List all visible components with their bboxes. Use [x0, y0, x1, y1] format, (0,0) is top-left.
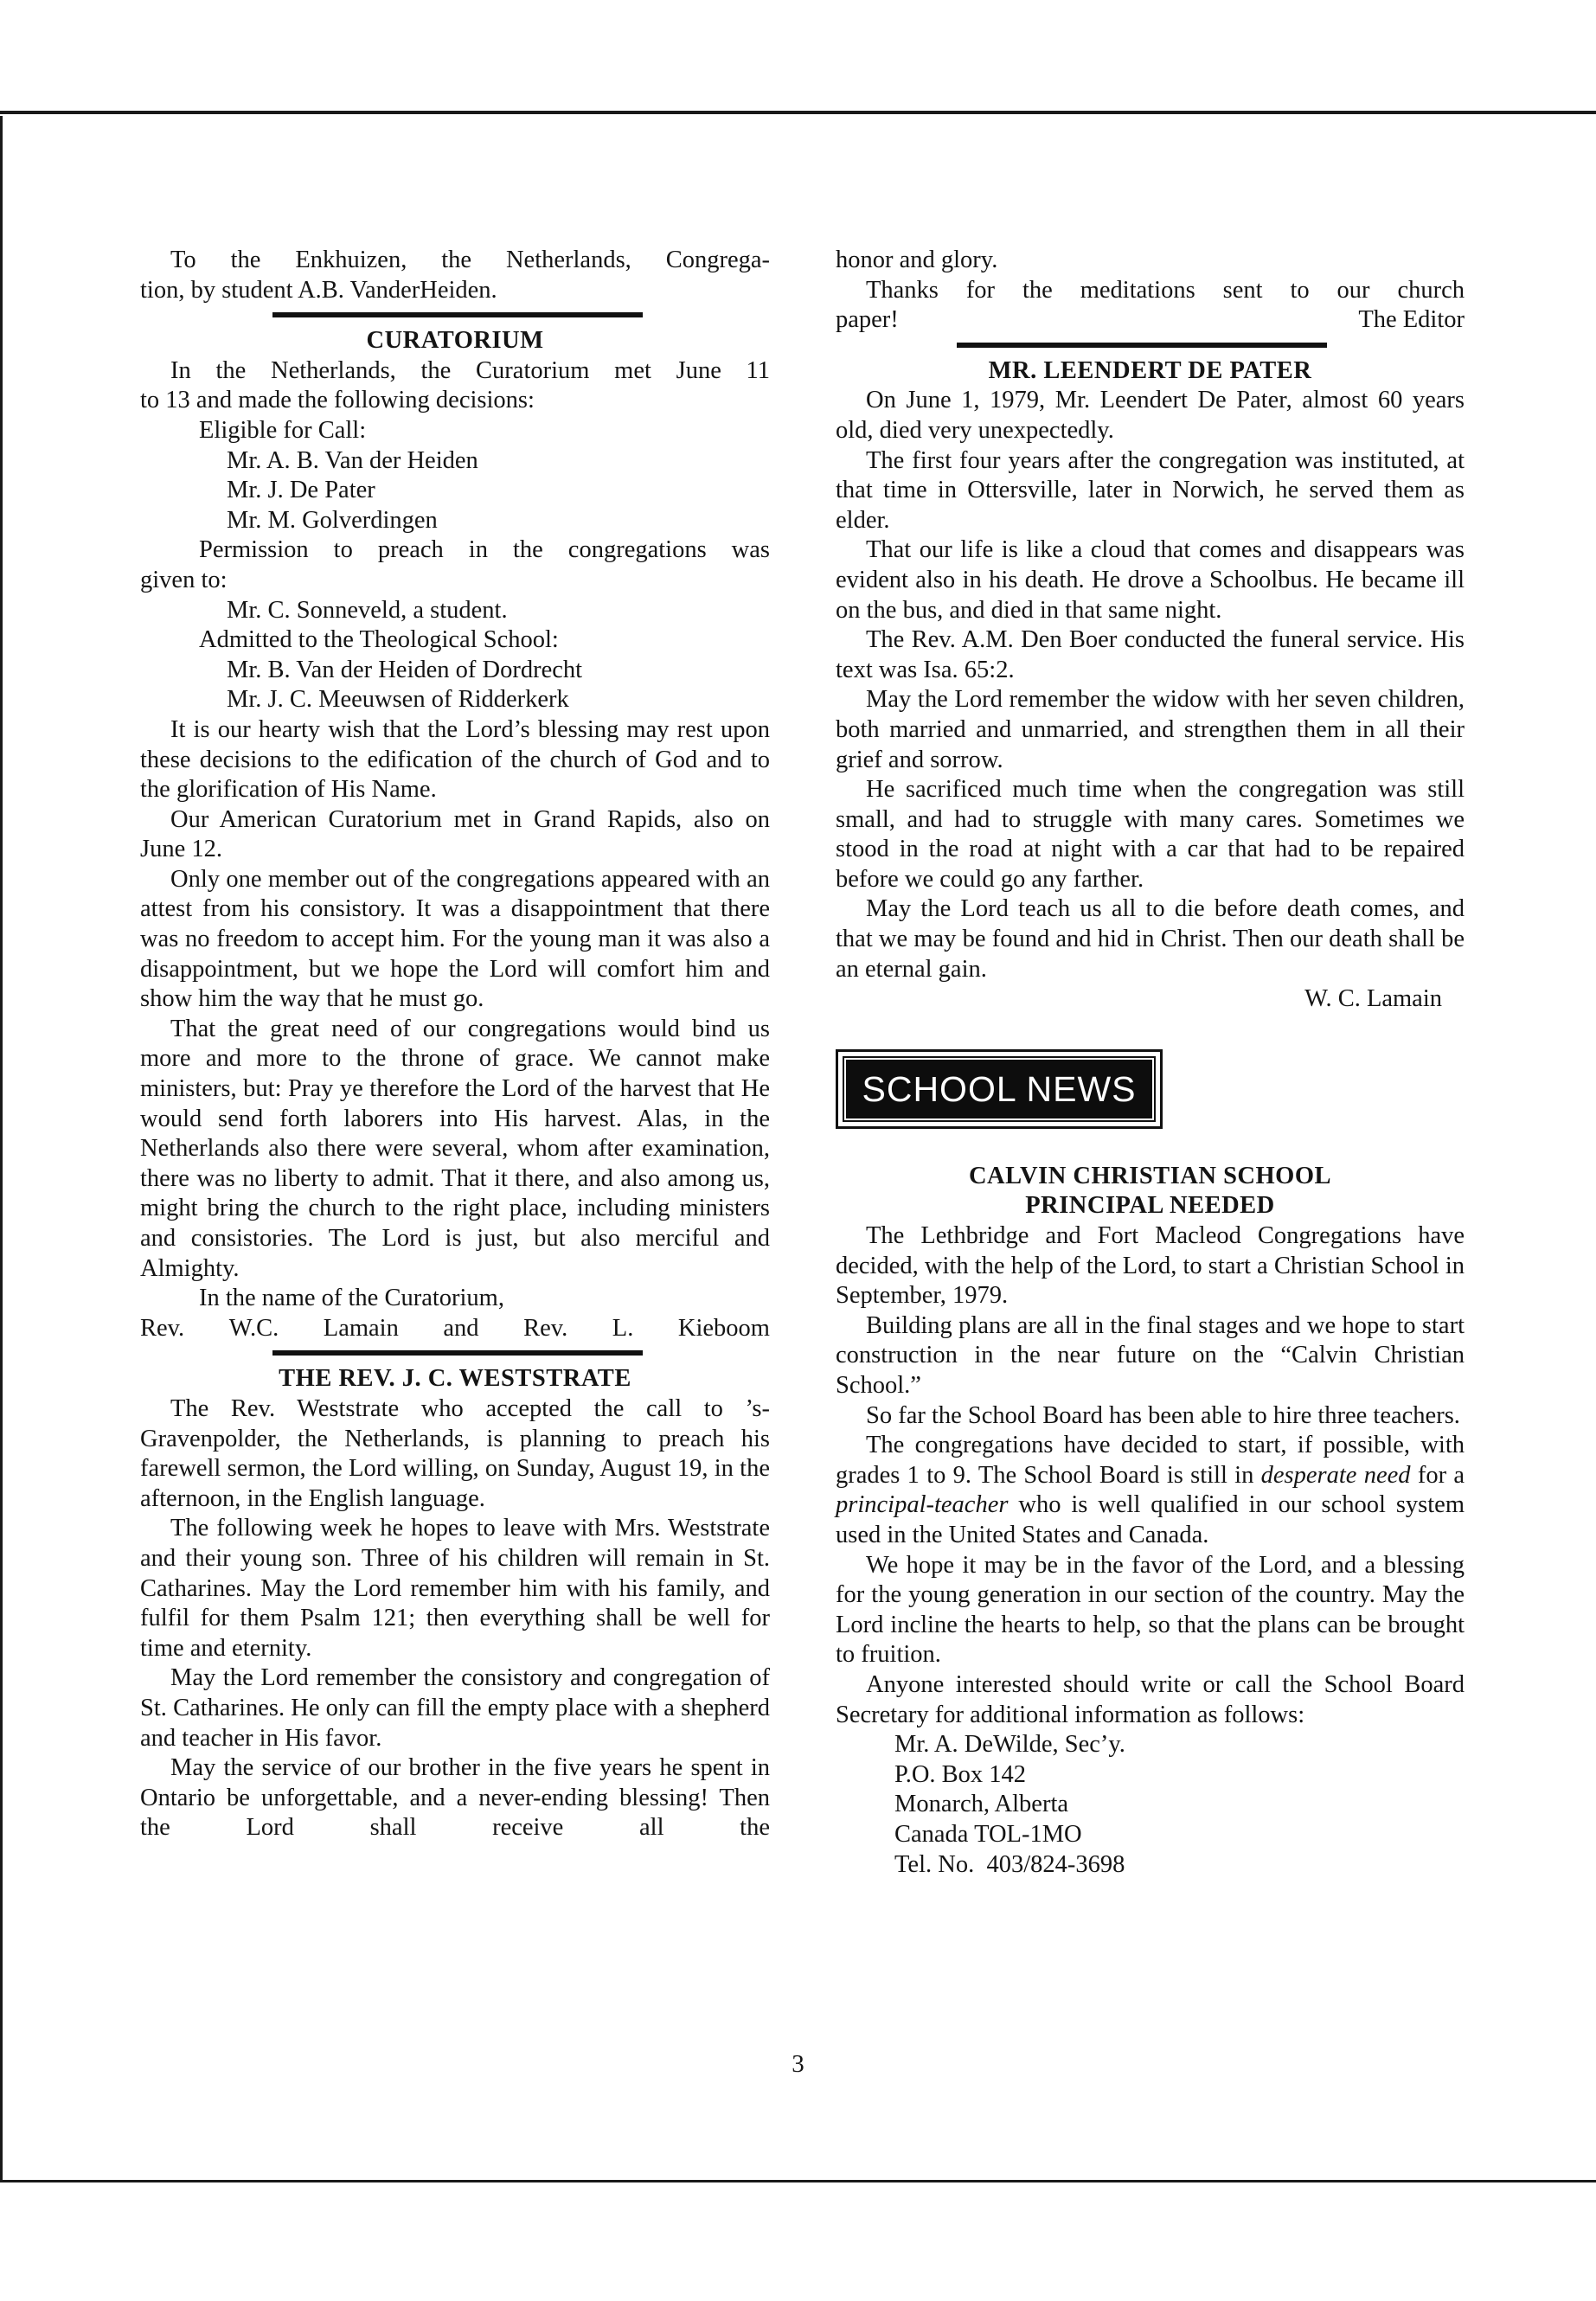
paragraph: May the Lord teach us all to die before death comes, and that we may be found and hid in Christ. Then our death shall be an eternal gain. — [836, 895, 1465, 983]
emphasis-text: principal-teacher — [836, 1491, 1009, 1519]
paragraph: Only one member out of the congregations appeared with an attest from his consistory. It was a disappointment that there was no freedom to accept him. For the young man it was also a disappointment, but we hope the Lord will comfort him and show him the way that he must go. — [140, 865, 770, 1013]
right-column — [836, 246, 1465, 1880]
left-column — [140, 246, 770, 1843]
curatorium-closing: In the name of the Curatorium, — [199, 1285, 504, 1312]
paragraph: Our American Curatorium met in Grand Rapids, also on June 12. — [140, 805, 770, 863]
curatorium-line: Mr. A. B. Van der Heiden — [227, 446, 478, 474]
paragraph: May the Lord remember the consistory and congregation of St. Catharines. He only can fill the empty place with a shepherd and teacher in His favor. — [140, 1664, 770, 1752]
paragraph: The first four years after the congregation was instituted, at that time in Ottersville, later in Norwich, he served them as elder. — [836, 446, 1465, 534]
editor-line — [836, 305, 1465, 336]
signature-word: and — [443, 1314, 479, 1342]
editor-signature: The Editor — [1358, 306, 1465, 334]
continuation-line: honor and glory. — [836, 247, 998, 273]
paragraph: The Rev. Weststrate who accepted the call to ’s-Gravenpolder, the Netherlands, is planning to preach his farewell sermon, the Lord willing, on Sunday, August 19, in the afternoon, in the English language. — [140, 1394, 770, 1512]
curatorium-line: Eligible for Call: — [199, 416, 367, 444]
paragraph: The Lethbridge and Fort Macleod Congregations have decided, with the help of the Lord, to start a Christian School in September, 1979. — [836, 1222, 1465, 1310]
emphasis-text: desperate need — [1260, 1461, 1411, 1489]
section-divider — [272, 1350, 643, 1356]
paragraph: The Rev. A.M. Den Boer conducted the funeral service. His text was Isa. 65:2. — [836, 626, 1465, 683]
curatorium-line: Mr. C. Sonneveld, a student. — [227, 596, 508, 624]
text-run: who is well qualified in our school system used in the United States and Canada. — [836, 1491, 1465, 1548]
curatorium-line: to 13 and made the following decisions: — [140, 387, 535, 414]
signature-word: Lamain — [323, 1314, 399, 1342]
signature-word: Rev. — [523, 1314, 568, 1342]
address-line: Mr. A. DeWilde, Sec’y. — [894, 1731, 1125, 1759]
curatorium-signature — [140, 1314, 770, 1344]
de-pater-heading: MR. LEENDERT DE PATER — [988, 356, 1312, 384]
curatorium-line: Mr. M. Golverdingen — [227, 506, 438, 534]
signature-word: Rev. — [140, 1314, 185, 1342]
curatorium-line: Mr. B. Van der Heiden of Dordrecht — [227, 656, 583, 683]
paragraph: On June 1, 1979, Mr. Leendert De Pater, almost 60 years old, died very unexpectedly. — [836, 387, 1465, 444]
top-border-rule — [0, 111, 1596, 114]
paragraph: Anyone interested should write or call the School Board Secretary for additional information as follows: — [836, 1670, 1465, 1728]
thanks-end: paper! — [836, 306, 899, 334]
text-run: The congregations have decided to start, if possible, with grades 1 to 9. The School Board is still in — [836, 1432, 1465, 1489]
curatorium-line: Mr. J. De Pater — [227, 477, 375, 504]
school-heading-line-2: PRINCIPAL NEEDED — [1025, 1192, 1275, 1220]
paragraph: So far the School Board has been able to hire three teachers. — [866, 1401, 1460, 1429]
address-line: P.O. Box 142 — [894, 1760, 1027, 1788]
address-line: Tel. No. 403/824-3698 — [894, 1850, 1125, 1878]
paragraph — [836, 1431, 1465, 1550]
school-news-banner — [836, 1049, 1163, 1129]
paragraph: We hope it may be in the favor of the Lord, and a blessing for the young generation in our section of the country. May the Lord incline the hearts to help, so that the plans can be brought to fruition. — [836, 1551, 1465, 1669]
thanks-line: Thanks for the meditations sent to our church — [866, 276, 1465, 304]
paragraph: The following week he hopes to leave with Mrs. Weststrate and their young son. Three of his children will remain in St. Catharines. May the Lord remember him with his family, and fulfil for them Psalm 121; then everything shall be well for time and eternity. — [140, 1515, 770, 1662]
signature-word: L. — [612, 1314, 634, 1342]
paragraph: That our life is like a cloud that comes and disappears was evident also in his death. He drove a Schoolbus. He became ill on the bus, and died in that same night. — [836, 536, 1465, 624]
curatorium-heading: CURATORIUM — [366, 327, 544, 355]
intro-line-2: tion, by student A.B. VanderHeiden. — [140, 276, 497, 304]
section-divider — [272, 312, 643, 317]
school-news-banner-wrap — [836, 1049, 1465, 1129]
paragraph: May the Lord remember the widow with her seven children, both married and unmarried, and strengthen them in all their grief and sorrow. — [836, 686, 1465, 773]
paragraph: That the great need of our congregations would bind us more and more to the throne of grace. We cannot make ministers, but: Pray ye therefore the Lord of the harvest that He would send forth laborers into His harvest. Alas, in the Netherlands also there were several, whom after examination, there was no liberty to admit. That it there, and also among us, might bring the church to the right place, including ministers and consistories. The Lord is just, but also merciful and Almighty. — [140, 1015, 770, 1282]
paragraph: May the service of our brother in the five years he spent in Ontario be unforgettable, and a never-ending blessing! Then the Lord shall receive all the — [140, 1754, 770, 1842]
left-border-rule — [0, 116, 3, 2180]
curatorium-line: Admitted to the Theological School: — [199, 626, 559, 654]
school-news-banner-label: SCHOOL NEWS — [844, 1058, 1154, 1120]
school-heading-line-1: CALVIN CHRISTIAN SCHOOL — [968, 1162, 1332, 1189]
curatorium-line: In the Netherlands, the Curatorium met June 11 — [170, 356, 770, 384]
signature-word: Kieboom — [677, 1314, 770, 1342]
address-line: Monarch, Alberta — [894, 1791, 1069, 1818]
paragraph: He sacrificed much time when the congregation was still small, and had to struggle with many cares. Sometimes we stood in the road at night with a car that had to be repaired before we could go any farther. — [836, 776, 1465, 893]
curatorium-line: Mr. J. C. Meeuwsen of Ridderkerk — [227, 686, 569, 714]
address-line: Canada TOL-1MO — [894, 1820, 1082, 1848]
section-divider — [957, 343, 1327, 348]
page-number: 3 — [792, 2050, 804, 2078]
bottom-border-rule — [0, 2180, 1596, 2182]
curatorium-line: Permission to preach in the congregations was — [199, 536, 770, 564]
weststrate-heading: THE REV. J. C. WESTSTRATE — [279, 1365, 631, 1393]
paragraph: It is our hearty wish that the Lord’s blessing may rest upon these decisions to the edification of the church of God and to the glorification of His Name. — [140, 715, 770, 804]
text-run: for a — [1417, 1461, 1465, 1489]
paragraph: Building plans are all in the final stages and we hope to start construction in the near future on the “Calvin Christian School.” — [836, 1311, 1465, 1399]
signature-word: W.C. — [228, 1314, 279, 1342]
intro-line-1: To the Enkhuizen, the Netherlands, Congrega- — [170, 247, 770, 273]
de-pater-signature: W. C. Lamain — [1304, 985, 1442, 1013]
curatorium-line: given to: — [140, 566, 228, 593]
